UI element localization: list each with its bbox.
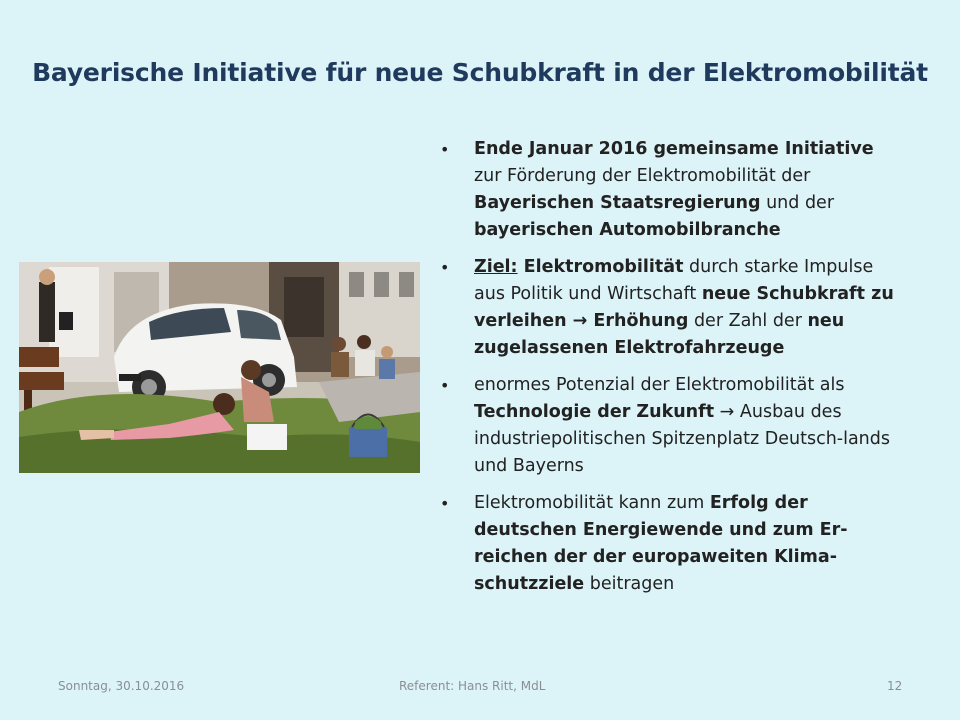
bullet-text: enormes Potenzial der Elektromobilität als Technologie der Zukunft → Ausbau des industriepolitischen Spitzenplatz Deutsch-lands und Bayerns bbox=[474, 375, 891, 476]
footer-page-number: 12 bbox=[887, 679, 903, 693]
arrow-right-icon: → bbox=[566, 311, 594, 331]
bullet-dot-icon: • bbox=[440, 494, 450, 513]
bullet-item-initiative bbox=[438, 136, 898, 244]
bullet-text: Ende Januar 2016 gemeinsame Initiative zur Förderung der Elektromobilität der Bayerischen Staatsregierung und der bayerischen Automobilbranche bbox=[474, 139, 874, 240]
bullet-dot-icon: • bbox=[440, 258, 450, 277]
bullet-list bbox=[438, 136, 898, 608]
footer-referent: Referent: Hans Ritt, MdL bbox=[399, 679, 546, 693]
bullet-dot-icon: • bbox=[440, 376, 450, 395]
bullet-dot-icon: • bbox=[440, 140, 450, 159]
bullet-item-energiewende bbox=[438, 490, 898, 598]
electric-car-photo bbox=[19, 262, 420, 473]
bullet-text: Elektromobilität kann zum Erfolg der deutschen Energiewende und zum Er-reichen der der europaweiten Klima-schutzziele beitragen bbox=[474, 493, 848, 594]
bullet-item-ziel bbox=[438, 254, 898, 362]
bullet-text: Ziel: Elektromobilität durch starke Impulse aus Politik und Wirtschaft neue Schubkraft zu verleihen → Erhöhung der Zahl der neu zugelassenen Elektrofahrzeuge bbox=[474, 257, 894, 358]
bullet-item-potenzial bbox=[438, 372, 898, 480]
footer-date: Sonntag, 30.10.2016 bbox=[58, 679, 185, 693]
slide-title: Bayerische Initiative für neue Schubkraft in der Elektromobilität bbox=[32, 58, 928, 87]
